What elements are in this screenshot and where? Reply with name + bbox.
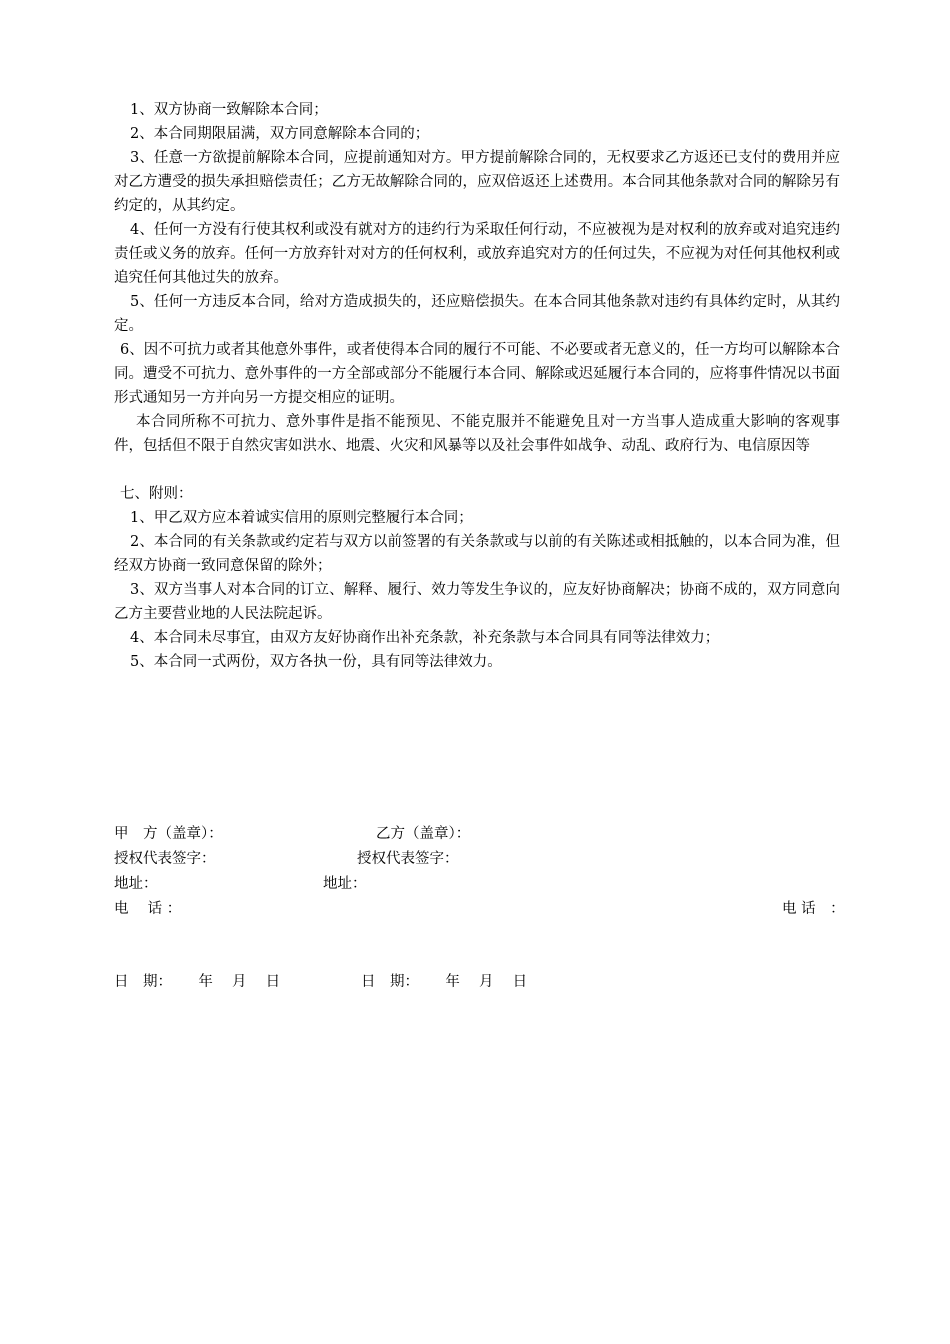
party-b-phone: 电 话 ：: [782, 901, 845, 917]
spacer: [114, 458, 840, 482]
termination-item-2: 2、本合同期限届满，双方同意解除本合同的；: [130, 126, 430, 142]
party-b-seal: 乙方（盖章）：: [376, 826, 471, 842]
party-a-date: 日 期： 年 月 日: [114, 974, 281, 990]
party-b-address: 地址：: [323, 876, 367, 892]
party-a-seal: 甲 方（盖章）：: [114, 826, 223, 842]
appendix-item-2: 2、本合同的有关条款或约定若与双方以前签署的有关条款或与以前的有关陈述或相抵触的，以本合同为准，但经双方协商一致同意保留的除外；: [114, 534, 840, 574]
contract-body: [114, 98, 840, 674]
force-majeure-definition: 本合同所称不可抗力、意外事件是指不能预见、不能克服并不能避免且对一方当事人造成重大影响的客观事件，包括但不限于自然灾害如洪水、地震、火灾和风暴等以及社会事件如战争、动乱、政府行为、电信原因等: [114, 414, 840, 454]
party-b-date: 日 期： 年 月 日: [361, 974, 528, 990]
termination-item-1: 1、双方协商一致解除本合同；: [130, 102, 328, 118]
appendix-heading: 七、附则：: [120, 486, 193, 502]
party-a-address: 地址：: [114, 876, 158, 892]
party-a-representative: 授权代表签字：: [114, 851, 216, 867]
appendix-item-4: 4、本合同未尽事宜，由双方友好协商作出补充条款，补充条款与本合同具有同等法律效力；: [130, 630, 720, 646]
termination-item-5: 5、任何一方违反本合同，给对方造成损失的，还应赔偿损失。在本合同其他条款对违约有具体约定时，从其约定。: [114, 294, 840, 334]
termination-item-4: 4、任何一方没有行使其权利或没有就对方的违约行为采取任何行动，不应被视为是对权利的放弃或对追究违约责任或义务的放弃。任何一方放弃针对对方的任何权利，或放弃追究对方的任何过失，不应视为对任何其他权利或追究任何其他过失的放弃。: [114, 222, 840, 286]
appendix-item-1: 1、甲乙双方应本着诚实信用的原则完整履行本合同；: [130, 510, 473, 526]
appendix-item-3: 3、双方当事人对本合同的订立、解释、履行、效力等发生争议的，应友好协商解决；协商不成的，双方同意向乙方主要营业地的人民法院起诉。: [114, 582, 840, 622]
termination-item-3: 3、任意一方欲提前解除本合同，应提前通知对方。甲方提前解除合同的，无权要求乙方返还已支付的费用并应对乙方遭受的损失承担赔偿责任；乙方无故解除合同的，应双倍返还上述费用。本合同其他条款对合同的解除另有约定的，从其约定。: [114, 150, 840, 214]
appendix-item-5: 5、本合同一式两份，双方各执一份，具有同等法律效力。: [130, 654, 502, 670]
party-a-phone: 电 话 ：: [114, 901, 182, 917]
termination-item-6: 6、因不可抗力或者其他意外事件，或者使得本合同的履行不可能、不必要或者无意义的，任一方均可以解除本合同。遭受不可抗力、意外事件的一方全部或部分不能履行本合同、解除或迟延履行本合同的，应将事件情况以书面形式通知另一方并向另一方提交相应的证明。: [114, 342, 840, 406]
party-b-representative: 授权代表签字：: [357, 851, 459, 867]
